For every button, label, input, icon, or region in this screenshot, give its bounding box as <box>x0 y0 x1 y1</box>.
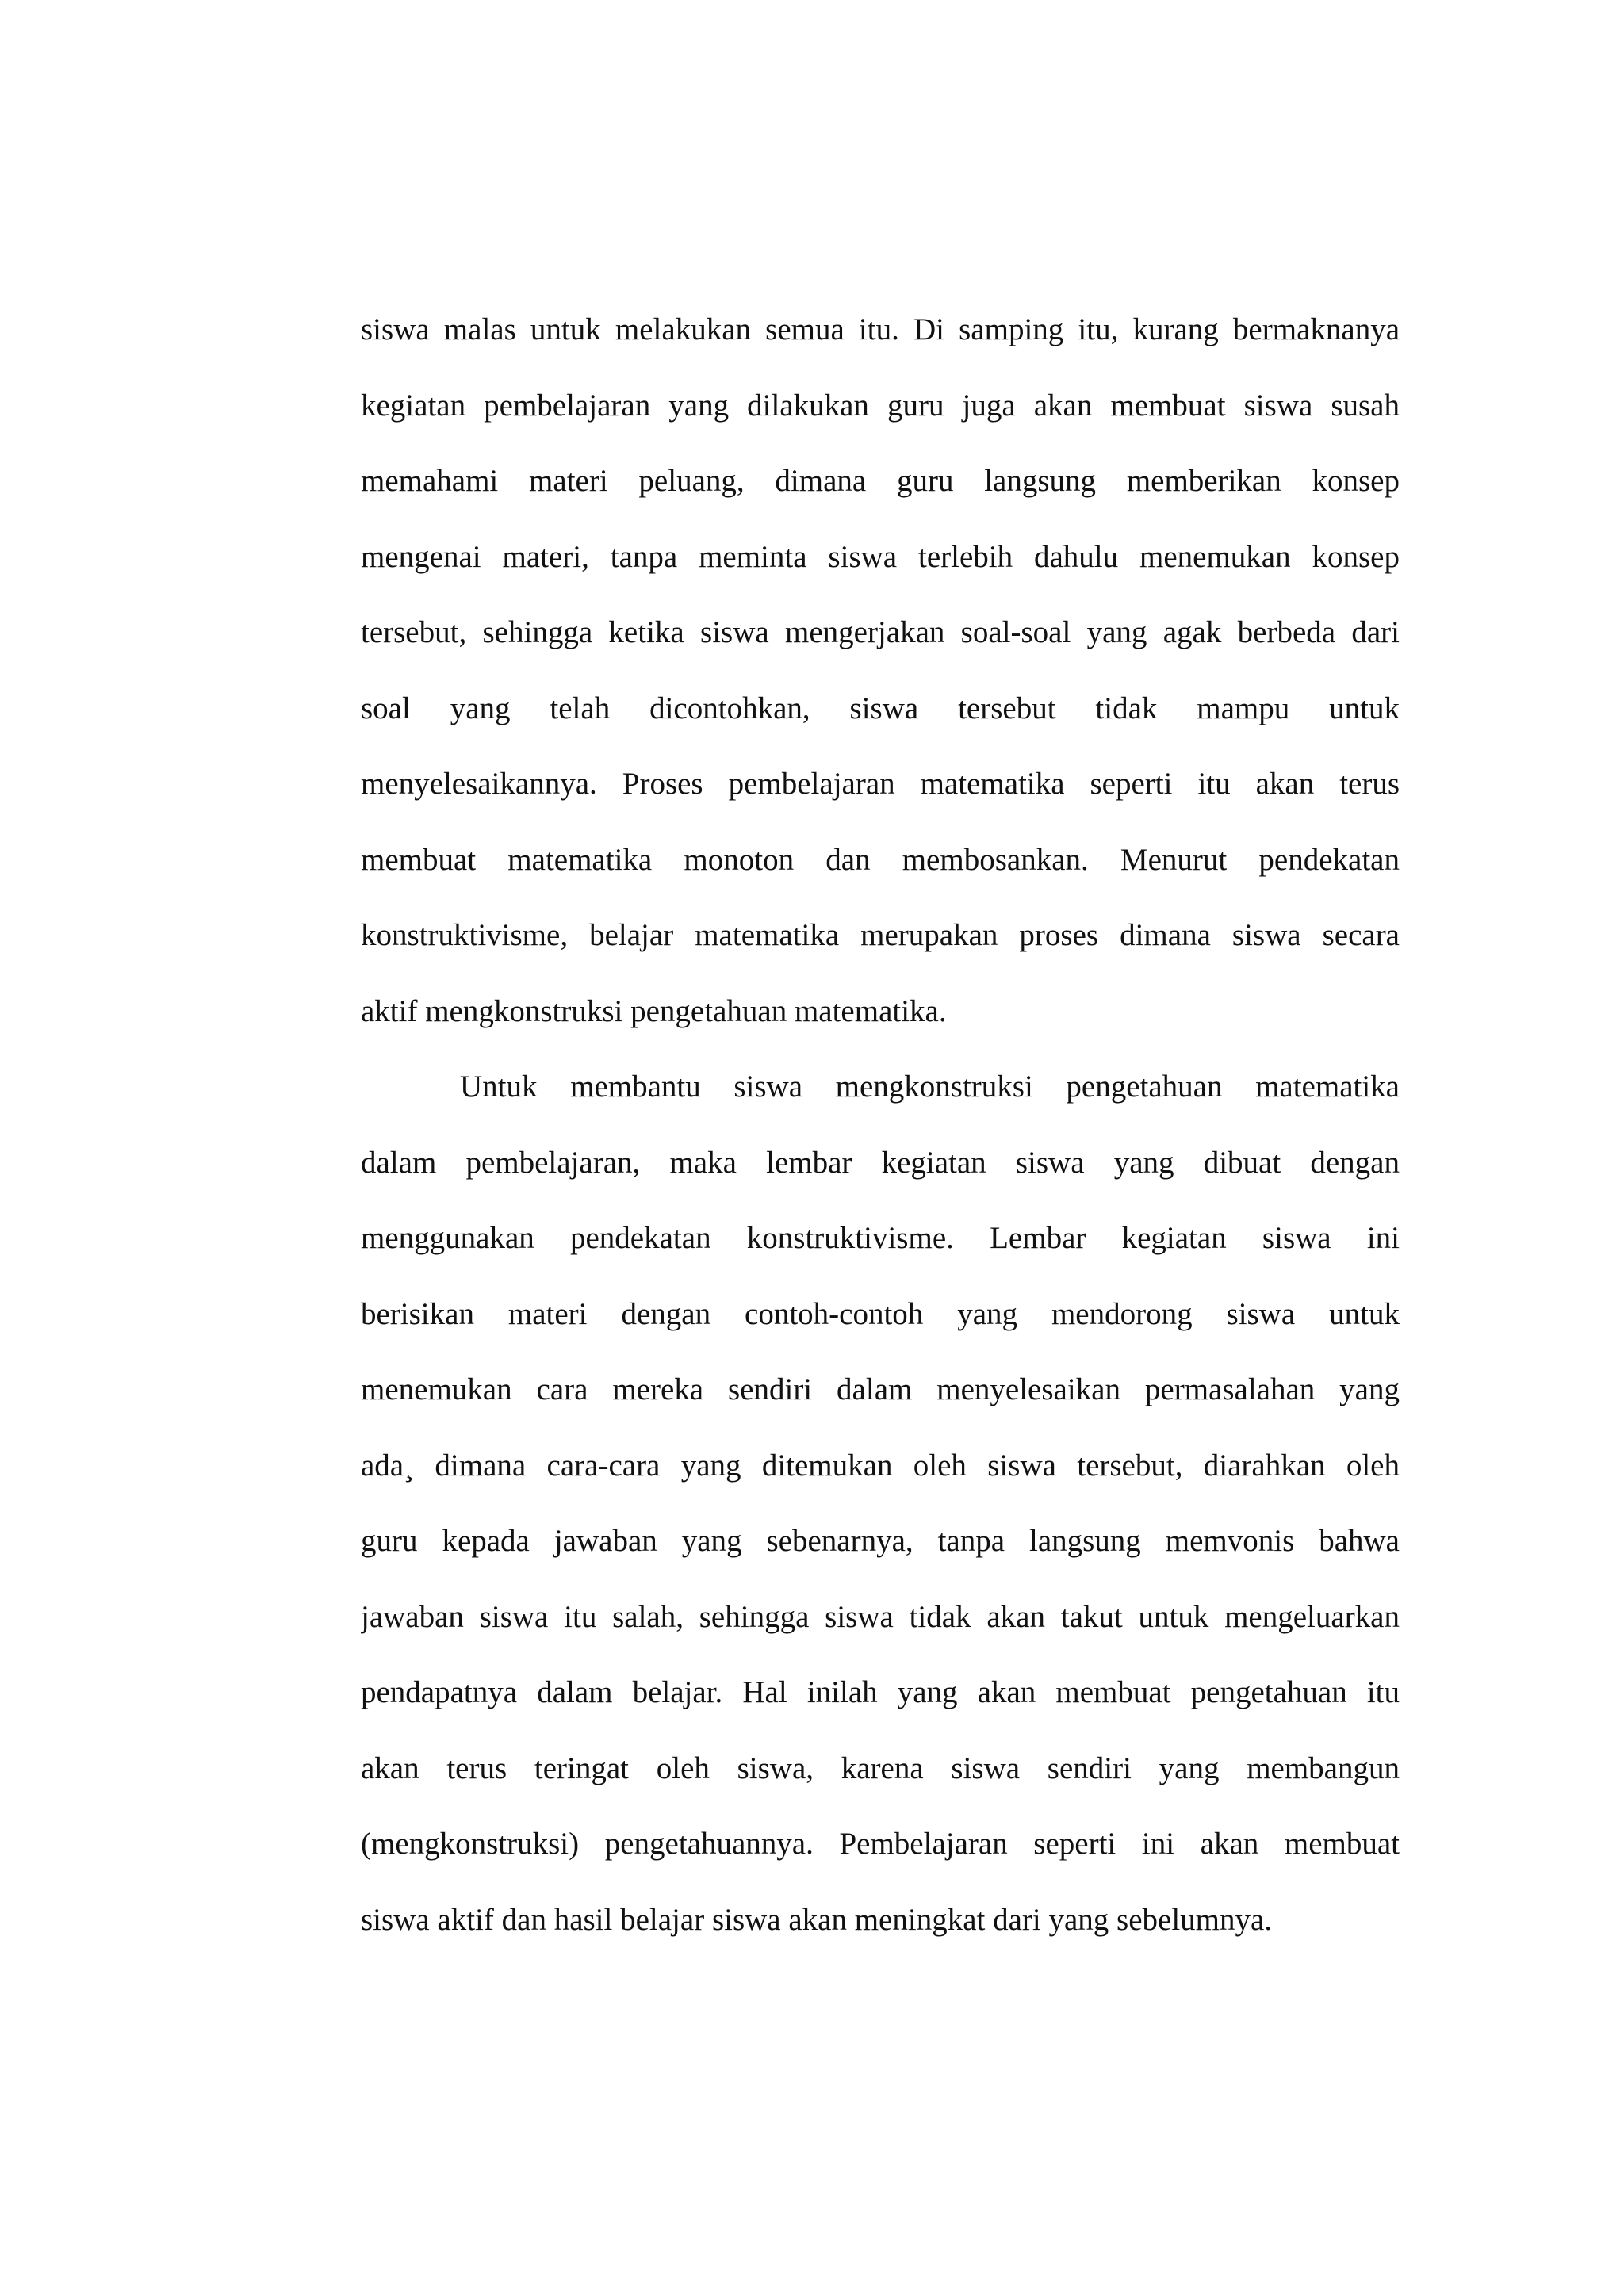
text-line: guru kepada jawaban yang sebenarnya, tanpa langsung memvonis bahwa <box>361 1524 1400 1558</box>
text-line: memahami materi peluang, dimana guru langsung memberikan konsep <box>361 464 1400 498</box>
body-text <box>361 309 1400 1975</box>
text-line: berisikan materi dengan contoh-contoh yang mendorong siswa untuk <box>361 1296 1400 1331</box>
text-line: tersebut, sehingga ketika siswa mengerjakan soal-soal yang agak berbeda dari <box>361 615 1400 649</box>
text-line: siswa malas untuk melakukan semua itu. Di samping itu, kurang bermaknanya <box>361 312 1400 346</box>
text-line: konstruktivisme, belajar matematika merupakan proses dimana siswa secara <box>361 918 1400 952</box>
text-line: siswa aktif dan hasil belajar siswa akan meningkat dari yang sebelumnya. <box>361 1902 1273 1937</box>
text-line: soal yang telah dicontohkan, siswa tersebut tidak mampu untuk <box>361 691 1400 725</box>
text-line: kegiatan pembelajaran yang dilakukan guru juga akan membuat siswa susah <box>361 388 1400 423</box>
text-line: menyelesaikannya. Proses pembelajaran matematika seperti itu akan terus <box>361 767 1400 801</box>
text-line: aktif mengkonstruksi pengetahuan matematika. <box>361 993 947 1028</box>
text-line: pendapatnya dalam belajar. Hal inilah yang akan membuat pengetahuan itu <box>361 1675 1400 1709</box>
text-line: membuat matematika monoton dan membosankan. Menurut pendekatan <box>361 842 1400 877</box>
text-line: Untuk membantu siswa mengkonstruksi pengetahuan matematika <box>460 1070 1400 1104</box>
text-line: (mengkonstruksi) pengetahuannya. Pembelajaran seperti ini akan membuat <box>361 1827 1400 1861</box>
text-line: menggunakan pendekatan konstruktivisme. Lembar kegiatan siswa ini <box>361 1221 1400 1255</box>
text-line: jawaban siswa itu salah, sehingga siswa tidak akan takut untuk mengeluarkan <box>361 1599 1400 1634</box>
paragraph-2 <box>361 1066 1400 1975</box>
text-line: menemukan cara mereka sendiri dalam menyelesaikan permasalahan yang <box>361 1372 1400 1406</box>
text-line: ada¸ dimana cara-cara yang ditemukan oleh siswa tersebut, diarahkan oleh <box>361 1448 1400 1483</box>
text-line: mengenai materi, tanpa meminta siswa terlebih dahulu menemukan konsep <box>361 539 1400 574</box>
paragraph-1 <box>361 309 1400 1066</box>
text-line: dalam pembelajaran, maka lembar kegiatan siswa yang dibuat dengan <box>361 1145 1400 1180</box>
text-line: akan terus teringat oleh siswa, karena siswa sendiri yang membangun <box>361 1751 1400 1785</box>
